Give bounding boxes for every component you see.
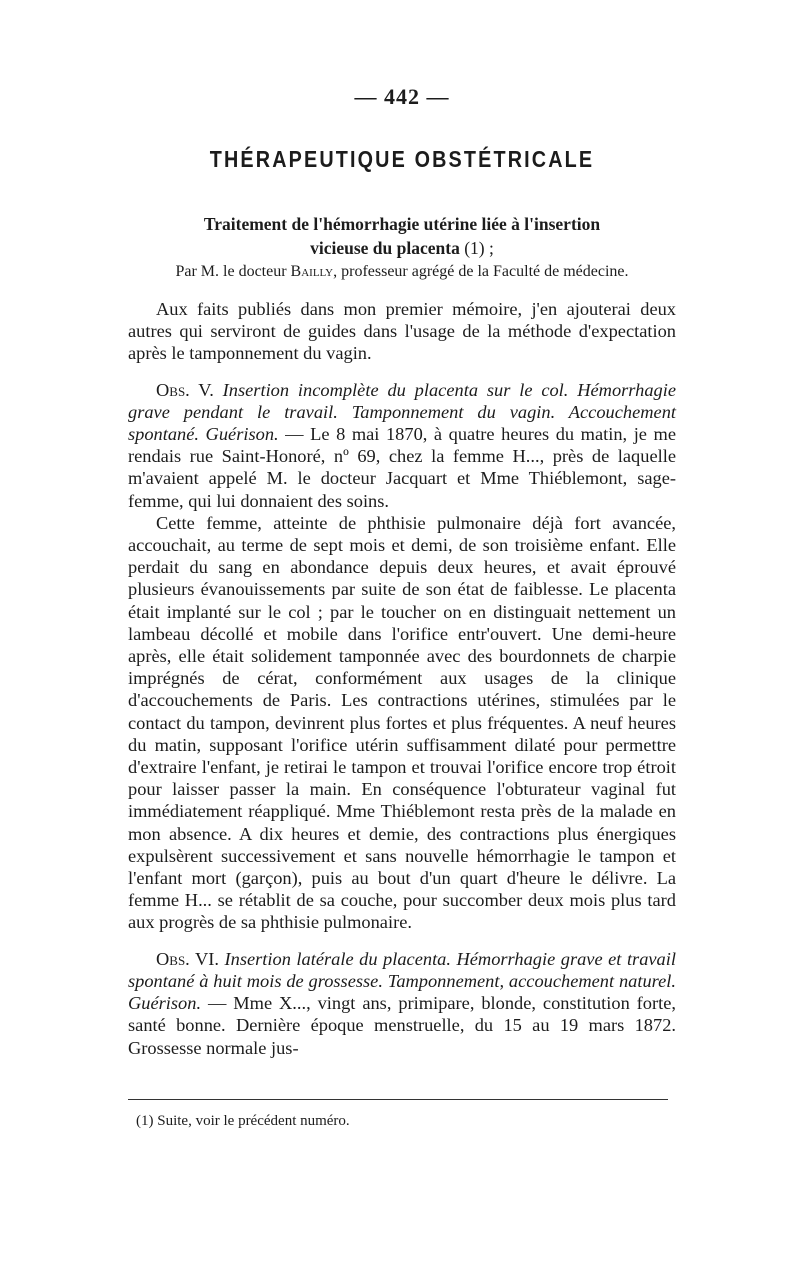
observation-6-paragraph <box>128 948 676 1059</box>
observation-6-text: — Mme X..., vingt ans, primipare, blonde, constitution forte, santé bonne. Dernière époque menstruelle, du 15 au 19 mars 1872. Grossesse normale jus- <box>128 993 676 1058</box>
article-title <box>128 212 676 260</box>
article-title-line-1: Traitement de l'hémorrhagie utérine liée à l'insertion <box>203 214 601 234</box>
byline-suffix: , professeur agrégé de la Faculté de médecine. <box>333 263 629 280</box>
body-text <box>128 298 676 1059</box>
footnote-divider <box>128 1099 668 1100</box>
running-title: THÉRAPEUTIQUE OBSTÉTRICALE <box>209 146 595 172</box>
book-page <box>128 0 676 1262</box>
author-name: Bailly <box>290 263 334 280</box>
observation-5-heading: Insertion incomplète du placenta sur le col. Hémorrhagie grave pendant le travail. Tamponnement du vagin. Accouchement spontané. Guérison. <box>128 379 676 445</box>
byline-prefix: Par M. le docteur <box>175 263 291 280</box>
observation-5-text: — Le 8 mai 1870, à quatre heures du matin, je me rendais rue Saint-Honoré, nº 69, chez la femme H..., près de laquelle m'avaient appelé M. le docteur Jacquart et Mme Thiéblemont, sage-femme, qui lui donnaient des soins. <box>128 424 676 511</box>
page-number: — 442 — <box>354 84 450 109</box>
observation-6-label: Obs. VI. <box>156 948 219 969</box>
footnote: (1) Suite, voir le précédent numéro. <box>136 1113 350 1129</box>
article-title-line-2 <box>128 236 676 260</box>
footnote-reference: (1) ; <box>459 238 494 258</box>
intro-paragraph: Aux faits publiés dans mon premier mémoire, j'en ajouterai deux autres qui serviront de guides dans l'usage de la méthode d'expectation après le tamponnement du vagin. <box>128 299 676 364</box>
observation-5-label: Obs. V. <box>156 379 214 400</box>
observation-6-heading: Insertion latérale du placenta. Hémorrhagie grave et travail spontané à huit mois de grossesse. Tamponnement, accouchement naturel. Guérison. <box>128 948 676 1014</box>
byline <box>128 262 676 282</box>
observation-5-paragraph <box>128 379 676 512</box>
observation-5-continued: Cette femme, atteinte de phthisie pulmonaire déjà fort avancée, accouchait, au terme de sept mois et demi, de son troisième enfant. Elle perdait du sang en abondance depuis deux heures, et avait éprouvé plusieurs évanouissements par suite de son état de faiblesse. Le placenta était implanté sur le col ; par le toucher on en distinguait nettement un lambeau décollé et mobile dans l'orifice entr'ouvert. Une demi-heure après, elle était solidement tamponnée avec des bourdonnets de charpie imprégnés de cérat, conformément aux usages de la clinique d'accouchements de Paris. Les contractions utérines, stimulées par le contact du tampon, devinrent plus fortes et plus fréquentes. A neuf heures du matin, supposant l'orifice utérin suffisamment dilaté pour permettre d'extraire l'enfant, je retirai le tampon et trouvai l'orifice encore trop étroit pour laisser passer la main. En conséquence l'obturateur vaginal fut immédiatement réappliqué. Mme Thiéblemont resta près de la malade en mon absence. A dix heures et demie, des contractions plus énergiques expulsèrent successivement et sans nouvelle hémorrhagie le tampon et l'enfant mort (garçon), puis au bout d'un quart d'heure le délivre. La femme H... se rétablit de sa couche, pour succomber deux mois plus tard aux progrès de sa phthisie pulmonaire. <box>128 512 676 933</box>
article-title-line-2-text: vicieuse du placenta <box>310 238 460 258</box>
